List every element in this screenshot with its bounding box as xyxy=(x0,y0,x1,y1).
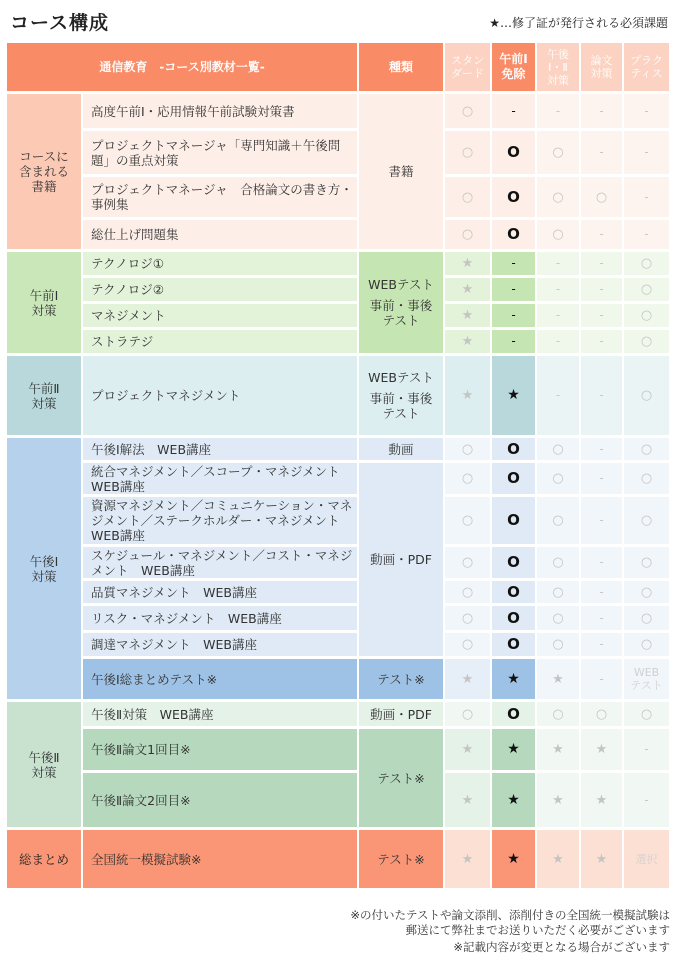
star-icon: ★ xyxy=(461,334,474,349)
circle-icon: ○ xyxy=(640,637,653,652)
mark-cell xyxy=(537,497,579,544)
mark-cell xyxy=(537,830,579,888)
section-label-5: 午後Ⅱ 対策 xyxy=(7,702,81,827)
mark-cell xyxy=(445,131,490,174)
circle-icon: ○ xyxy=(640,610,653,626)
mark-cell xyxy=(581,633,622,656)
mark-cell xyxy=(624,547,669,578)
course-item: テクノロジ① xyxy=(83,252,357,275)
mark-cell xyxy=(492,547,535,578)
header-material: 通信教育 -コース別教材一覧- xyxy=(7,43,357,91)
dash-icon: - xyxy=(555,103,561,118)
circle-icon: ○ xyxy=(552,555,564,570)
circle-icon: ○ xyxy=(640,441,653,457)
dash-icon: - xyxy=(599,388,604,402)
mark-cell xyxy=(537,177,579,217)
mark-cell xyxy=(445,330,490,353)
mark-cell xyxy=(537,356,579,435)
mark-cell xyxy=(445,220,490,249)
star-icon: ★ xyxy=(507,670,520,687)
mark-cell xyxy=(445,729,490,770)
mark-cell xyxy=(537,606,579,630)
star-icon: ★ xyxy=(507,791,520,808)
mark-cell xyxy=(581,177,622,217)
dash-icon: - xyxy=(599,441,604,456)
circle-icon: ○ xyxy=(552,227,564,242)
circle-icon: ○ xyxy=(595,189,608,205)
dash-icon: - xyxy=(599,308,604,322)
dash-icon: - xyxy=(599,334,604,348)
type-cell: テスト※ xyxy=(359,830,443,888)
circle-icon: O xyxy=(507,582,520,601)
mark-cell xyxy=(445,581,490,603)
legend-note: ★…修了証が発行される必須課題 xyxy=(489,16,668,30)
type-cell: 動画・PDF xyxy=(359,463,443,656)
circle-icon: ○ xyxy=(640,308,653,323)
mark-cell xyxy=(624,131,669,174)
course-item: リスク・マネジメント WEB講座 xyxy=(83,606,357,630)
mark-cell xyxy=(581,773,622,827)
mark-cell xyxy=(492,131,535,174)
dash-icon: - xyxy=(555,308,561,322)
mark-cell xyxy=(581,729,622,770)
mark-cell xyxy=(581,278,622,301)
footnote-line: ※の付いたテストや論文添削、添削付きの全国統一模擬試験は xyxy=(350,908,670,922)
course-item: 資源マネジメント／コミュニケーション・マネジメント／ステークホルダー・マネジメント WEB講座 xyxy=(83,497,357,544)
dash-icon: - xyxy=(599,471,604,485)
section-label-4: 午後Ⅰ 対策 xyxy=(7,438,81,699)
dash-icon: - xyxy=(511,103,516,118)
mark-cell xyxy=(537,438,579,460)
dash-icon: - xyxy=(599,282,604,296)
mark-cell xyxy=(624,463,669,494)
course-item: プロジェクトマネージャ 合格論文の書き方・事例集 xyxy=(83,177,357,217)
dash-icon: - xyxy=(644,792,649,807)
mark-cell xyxy=(537,702,579,726)
mark-cell xyxy=(581,438,622,460)
mark-cell: 選択 xyxy=(624,830,669,888)
mark-cell xyxy=(492,463,535,494)
circle-icon: ○ xyxy=(461,441,474,457)
course-item: 高度午前Ⅰ・応用情報午前試験対策書 xyxy=(83,94,357,128)
dash-icon: - xyxy=(644,742,649,756)
mark-cell xyxy=(537,633,579,656)
mark-cell xyxy=(581,581,622,603)
course-item: プロジェクトマネージャ「専門知識＋午後問題」の重点対策 xyxy=(83,131,357,174)
header-course-5: プラク ティス xyxy=(624,43,669,91)
section-label-1: コースに 含まれる 書籍 xyxy=(7,94,81,249)
mark-cell xyxy=(445,438,490,460)
dash-icon: - xyxy=(555,282,561,296)
mark-cell xyxy=(581,547,622,578)
header-course-2: 午前Ⅰ 免除 xyxy=(492,43,535,91)
mark-cell xyxy=(581,94,622,128)
dash-icon: - xyxy=(644,227,649,241)
dash-icon: - xyxy=(644,145,649,159)
page-title: コース構成 xyxy=(10,12,110,34)
dash-icon: - xyxy=(644,103,649,118)
circle-icon: O xyxy=(507,511,520,529)
mark-cell xyxy=(537,252,579,275)
dash-icon: - xyxy=(511,334,516,348)
dash-icon: - xyxy=(599,103,604,118)
dash-icon: - xyxy=(555,388,561,402)
mark-cell xyxy=(537,330,579,353)
type-cell: 動画・PDF xyxy=(359,702,443,726)
course-item: スケジュール・マネジメント／コスト・マネジメント WEB講座 xyxy=(83,547,357,578)
star-icon: ★ xyxy=(461,851,474,867)
circle-icon: ○ xyxy=(461,637,474,652)
circle-icon: O xyxy=(507,553,520,571)
mark-cell xyxy=(581,702,622,726)
mark-cell xyxy=(624,729,669,770)
mark-cell xyxy=(492,581,535,603)
header-course-3: 午後 Ⅰ・Ⅱ 対策 xyxy=(537,43,579,91)
circle-icon: O xyxy=(507,469,520,487)
circle-icon: ○ xyxy=(640,256,653,271)
mark-cell xyxy=(445,547,490,578)
mark-cell xyxy=(581,659,622,699)
type-cell: WEBテスト 事前・事後 テスト xyxy=(359,252,443,353)
footnote-line: 郵送にて弊社までお送りいただく必要がございます xyxy=(405,923,670,937)
star-icon: ★ xyxy=(461,282,474,297)
dash-icon: - xyxy=(599,610,604,625)
dash-icon: - xyxy=(599,227,604,241)
header-course-4: 論文 対策 xyxy=(581,43,622,91)
mark-cell xyxy=(537,220,579,249)
mark-cell xyxy=(624,438,669,460)
star-icon: ★ xyxy=(552,671,564,687)
circle-icon: ○ xyxy=(461,706,474,722)
section-label-3: 午前Ⅱ 対策 xyxy=(7,356,81,435)
circle-icon: ○ xyxy=(640,471,653,486)
circle-icon: ○ xyxy=(640,706,653,722)
mark-cell xyxy=(537,278,579,301)
dash-icon: - xyxy=(599,555,604,569)
star-icon: ★ xyxy=(552,792,564,808)
star-icon: ★ xyxy=(552,742,564,757)
mark-cell xyxy=(624,330,669,353)
circle-icon: ○ xyxy=(552,637,564,652)
mark-cell xyxy=(581,356,622,435)
mark-cell xyxy=(624,304,669,327)
star-icon: ★ xyxy=(461,308,474,323)
dash-icon: - xyxy=(599,584,604,599)
circle-icon: O xyxy=(507,635,520,653)
mark-cell xyxy=(445,830,490,888)
dash-icon: - xyxy=(599,513,604,527)
course-item: 品質マネジメント WEB講座 xyxy=(83,581,357,603)
circle-icon: ○ xyxy=(461,145,474,160)
mark-cell: WEB テスト xyxy=(624,659,669,699)
mark-cell xyxy=(492,438,535,460)
star-icon: ★ xyxy=(461,671,474,687)
mark-cell xyxy=(624,278,669,301)
type-cell: テスト※ xyxy=(359,729,443,827)
circle-icon: ○ xyxy=(461,513,474,528)
mark-cell xyxy=(445,252,490,275)
footnote-line: ※記載内容が変更となる場合がございます xyxy=(453,940,670,954)
course-item: ストラテジ xyxy=(83,330,357,353)
mark-cell xyxy=(624,633,669,656)
mark-cell xyxy=(492,497,535,544)
star-icon: ★ xyxy=(507,741,520,757)
type-cell: 動画 xyxy=(359,438,443,460)
mark-cell xyxy=(624,581,669,603)
circle-icon: O xyxy=(507,704,520,723)
mark-cell xyxy=(581,497,622,544)
mark-cell xyxy=(445,606,490,630)
dash-icon: - xyxy=(599,145,604,159)
circle-icon: O xyxy=(507,143,520,161)
star-icon: ★ xyxy=(595,851,608,867)
dash-icon: - xyxy=(599,671,604,686)
dash-icon: - xyxy=(599,256,604,270)
course-item: 統合マネジメント／スコープ・マネジメント WEB講座 xyxy=(83,463,357,494)
mark-cell xyxy=(445,94,490,128)
mark-cell xyxy=(624,773,669,827)
mark-cell xyxy=(624,606,669,630)
mark-cell xyxy=(445,463,490,494)
circle-icon: ○ xyxy=(552,441,564,457)
course-item: 午後Ⅰ総まとめテスト※ xyxy=(83,659,357,699)
circle-icon: ○ xyxy=(461,471,474,486)
mark-cell xyxy=(624,702,669,726)
mark-cell xyxy=(492,702,535,726)
circle-icon: ○ xyxy=(640,388,653,403)
mark-cell xyxy=(624,177,669,217)
course-item: テクノロジ② xyxy=(83,278,357,301)
circle-icon: ○ xyxy=(461,610,474,626)
mark-cell xyxy=(492,94,535,128)
star-icon: ★ xyxy=(595,742,608,757)
dash-icon: - xyxy=(511,256,516,270)
mark-cell xyxy=(537,94,579,128)
mark-cell xyxy=(581,463,622,494)
circle-icon: ○ xyxy=(552,513,564,528)
mark-cell xyxy=(581,131,622,174)
circle-icon: ○ xyxy=(552,145,564,160)
circle-icon: O xyxy=(507,439,520,458)
star-icon: ★ xyxy=(595,792,608,808)
mark-cell xyxy=(537,463,579,494)
header-type: 種類 xyxy=(359,43,443,91)
type-cell: WEBテスト 事前・事後 テスト xyxy=(359,356,443,435)
section-label-2: 午前Ⅰ 対策 xyxy=(7,252,81,353)
mark-cell xyxy=(445,356,490,435)
course-item: 調達マネジメント WEB講座 xyxy=(83,633,357,656)
mark-cell xyxy=(537,659,579,699)
type-cell: 書籍 xyxy=(359,94,443,249)
mark-cell xyxy=(581,330,622,353)
mark-cell xyxy=(445,702,490,726)
mark-cell xyxy=(581,830,622,888)
mark-cell xyxy=(492,830,535,888)
mark-cell xyxy=(445,633,490,656)
mark-cell xyxy=(445,278,490,301)
mark-cell xyxy=(537,773,579,827)
mark-cell xyxy=(445,773,490,827)
circle-icon: ○ xyxy=(595,706,608,722)
course-item: 午後Ⅱ論文1回目※ xyxy=(83,729,357,770)
circle-icon: O xyxy=(507,187,520,206)
circle-icon: ○ xyxy=(552,189,564,205)
circle-icon: ○ xyxy=(461,584,474,600)
circle-icon: ○ xyxy=(640,282,653,297)
mark-cell xyxy=(624,220,669,249)
type-cell: テスト※ xyxy=(359,659,443,699)
mark-cell xyxy=(445,304,490,327)
star-icon: ★ xyxy=(461,256,474,271)
circle-icon: ○ xyxy=(552,584,564,600)
course-item: 午後Ⅱ対策 WEB講座 xyxy=(83,702,357,726)
circle-icon: ○ xyxy=(640,555,653,570)
dash-icon: - xyxy=(511,282,516,296)
mark-cell xyxy=(492,633,535,656)
star-icon: ★ xyxy=(552,851,564,867)
circle-icon: ○ xyxy=(461,555,474,570)
dash-icon: - xyxy=(511,308,516,322)
circle-icon: ○ xyxy=(461,189,474,205)
dash-icon: - xyxy=(555,334,561,348)
dash-icon: - xyxy=(555,256,561,270)
dash-icon: - xyxy=(599,637,604,651)
dash-icon: - xyxy=(644,189,649,204)
mark-cell xyxy=(492,606,535,630)
circle-icon: O xyxy=(507,608,520,627)
star-icon: ★ xyxy=(461,388,474,403)
mark-cell xyxy=(492,177,535,217)
course-item: 午後Ⅱ論文2回目※ xyxy=(83,773,357,827)
circle-icon: ○ xyxy=(640,334,653,349)
star-icon: ★ xyxy=(461,792,474,808)
mark-cell xyxy=(537,131,579,174)
circle-icon: ○ xyxy=(461,227,474,242)
star-icon: ★ xyxy=(461,742,474,757)
mark-cell xyxy=(581,252,622,275)
mark-cell xyxy=(492,729,535,770)
circle-icon: ○ xyxy=(640,513,653,528)
mark-cell xyxy=(581,606,622,630)
mark-cell xyxy=(624,252,669,275)
course-item: プロジェクトマネジメント xyxy=(83,356,357,435)
mark-cell xyxy=(492,304,535,327)
mark-cell xyxy=(445,177,490,217)
mark-cell xyxy=(537,547,579,578)
mark-cell xyxy=(624,94,669,128)
circle-icon: ○ xyxy=(552,706,564,722)
mark-cell xyxy=(624,356,669,435)
course-item: 午後Ⅰ解法 WEB講座 xyxy=(83,438,357,460)
mark-cell xyxy=(492,220,535,249)
mark-cell xyxy=(581,220,622,249)
mark-cell xyxy=(624,497,669,544)
mark-cell xyxy=(492,330,535,353)
mark-cell xyxy=(537,304,579,327)
course-item: 全国統一模擬試験※ xyxy=(83,830,357,888)
header-course-1: スタン ダード xyxy=(445,43,490,91)
mark-cell xyxy=(537,729,579,770)
mark-cell xyxy=(492,356,535,435)
section-label-6: 総まとめ xyxy=(7,830,81,888)
mark-cell xyxy=(492,659,535,699)
star-icon: ★ xyxy=(507,850,520,867)
circle-icon: ○ xyxy=(552,610,564,626)
mark-cell xyxy=(537,581,579,603)
star-icon: ★ xyxy=(507,387,520,403)
circle-icon: O xyxy=(507,225,520,243)
mark-cell xyxy=(492,252,535,275)
mark-cell xyxy=(492,773,535,827)
circle-icon: ○ xyxy=(461,103,474,119)
course-item: 総仕上げ問題集 xyxy=(83,220,357,249)
course-item: マネジメント xyxy=(83,304,357,327)
mark-cell xyxy=(492,278,535,301)
mark-cell xyxy=(445,497,490,544)
circle-icon: ○ xyxy=(552,471,564,486)
mark-cell xyxy=(581,304,622,327)
circle-icon: ○ xyxy=(640,584,653,600)
mark-cell xyxy=(445,659,490,699)
